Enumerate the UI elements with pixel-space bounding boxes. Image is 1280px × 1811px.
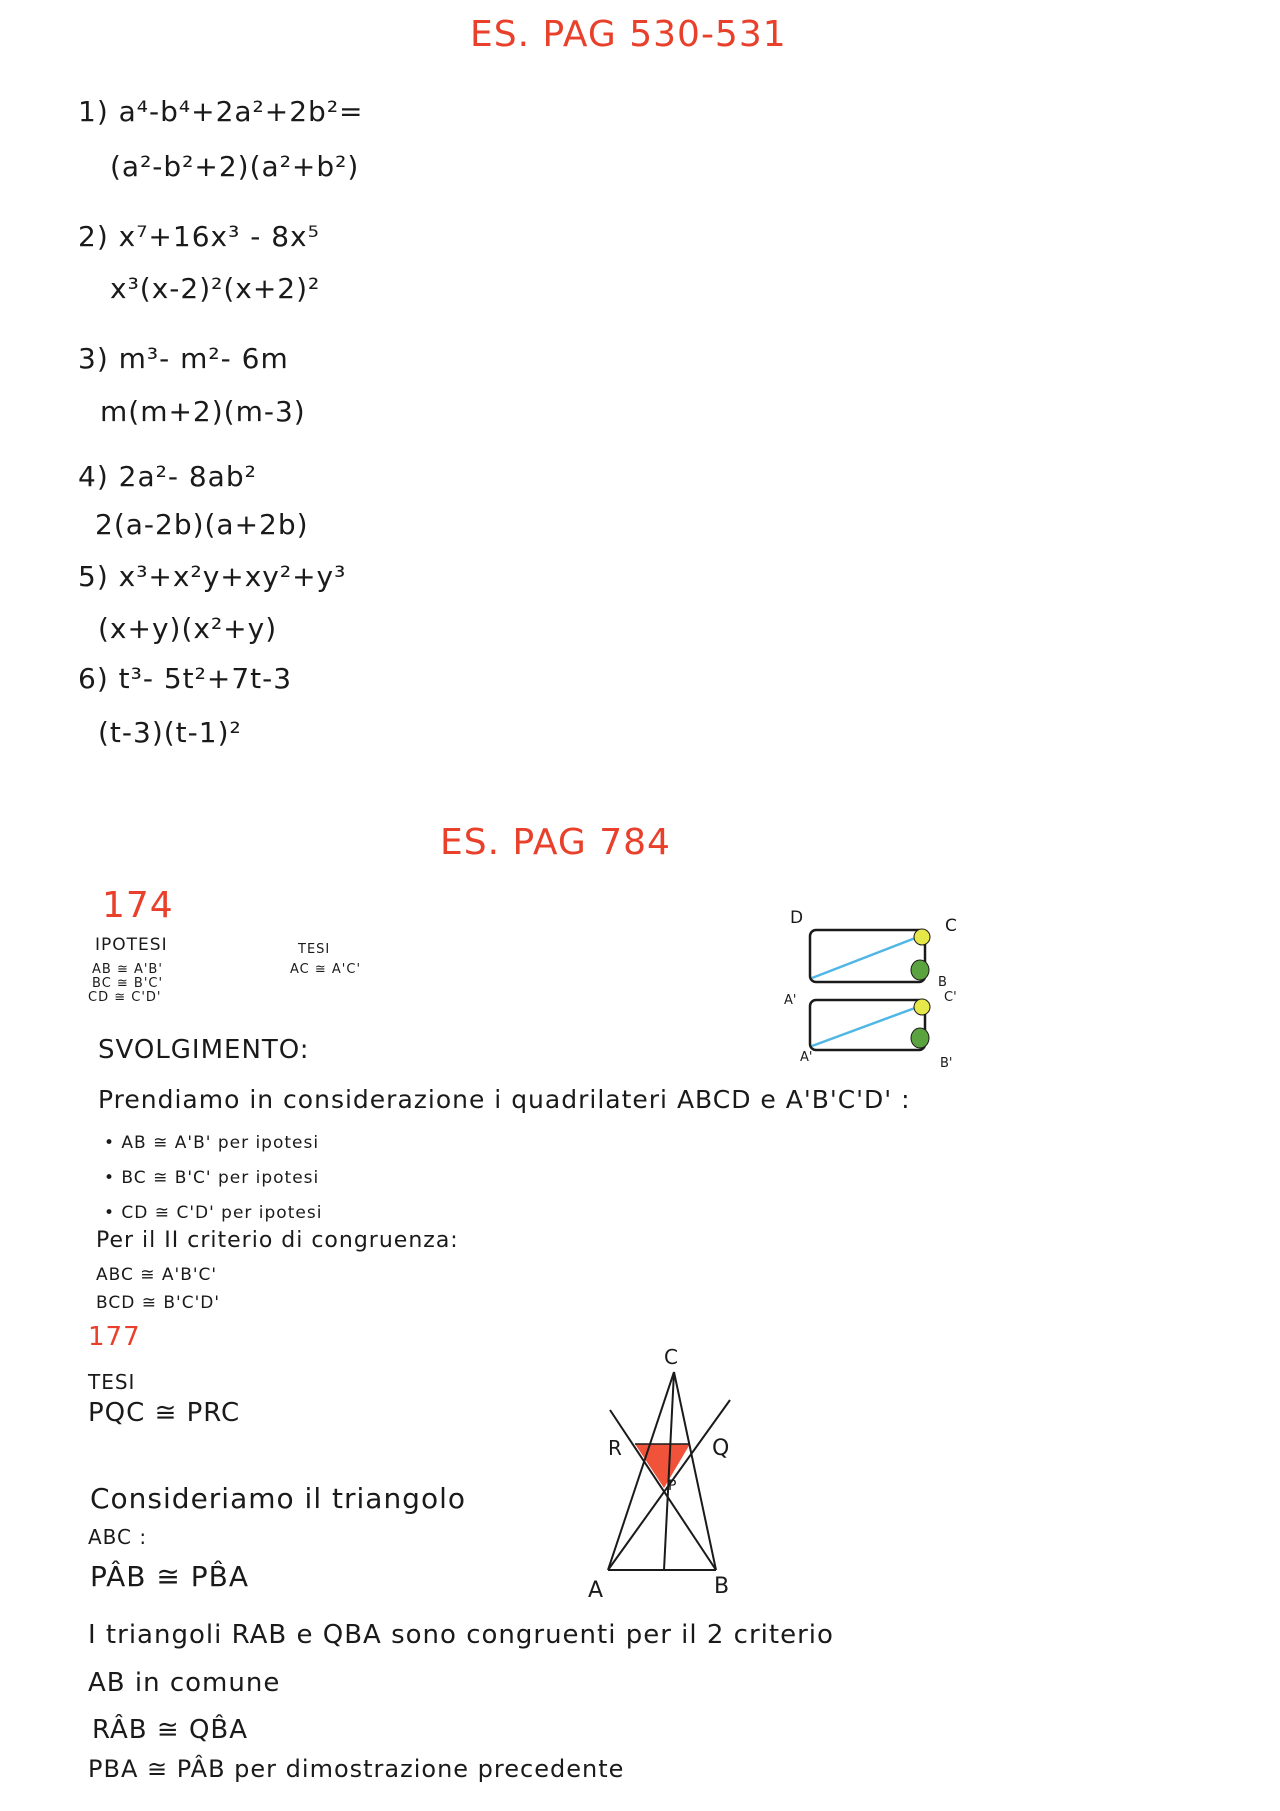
thesis-line-177: PQC ≅ PRC <box>88 1398 241 1428</box>
problem-5: 5) x³+x²y+xy²+y³ <box>78 560 347 593</box>
diagonal-a1c1 <box>812 1005 923 1046</box>
exercise-177-number: 177 <box>88 1322 141 1352</box>
hypothesis-title: IPOTESI <box>95 935 168 955</box>
thesis-title-177: TESI <box>88 1370 136 1394</box>
angle-equality: PÂB ≅ PB̂A <box>90 1560 249 1593</box>
problem-3: 3) m³- m²- 6m <box>78 342 289 375</box>
angle-2: BCD ≅ B'C'D' <box>96 1293 221 1313</box>
bullet-1: • AB ≅ A'B' per ipotesi <box>104 1133 320 1153</box>
development-title: SVOLGIMENTO: <box>98 1035 310 1065</box>
solution-1: (a²-b²+2)(a²+b²) <box>110 150 360 183</box>
problem-6: 6) t³- 5t²+7t-3 <box>78 662 293 695</box>
label-a1: A' <box>784 993 797 1008</box>
thesis-line-174: AC ≅ A'C' <box>290 962 362 977</box>
label-b1: B' <box>940 1056 953 1071</box>
proof-line-3: RÂB ≅ QB̂A <box>92 1715 249 1745</box>
criterion-line: Per il II criterio di congruenza: <box>96 1228 459 1253</box>
thesis-title-174: TESI <box>298 942 331 957</box>
label-a2: A' <box>800 1050 813 1065</box>
triangle-name: ABC : <box>88 1525 148 1549</box>
solution-4: 2(a-2b)(a+2b) <box>95 508 309 541</box>
yellow-angle-mark <box>914 929 930 945</box>
problem-4: 4) 2a²- 8ab² <box>78 460 257 493</box>
proof-line-2: AB in comune <box>88 1668 281 1698</box>
header-title-2: ES. PAG 784 <box>440 822 671 863</box>
yellow-angle-mark-2 <box>914 999 930 1015</box>
problem-1: 1) a⁴-b⁴+2a²+2b²= <box>78 95 364 128</box>
quadrilaterals-diagram <box>770 900 1000 1070</box>
solution-6: (t-3)(t-1)² <box>98 716 242 749</box>
bullet-3: • CD ≅ C'D' per ipotesi <box>104 1203 323 1223</box>
hypothesis-line-1: AB ≅ A'B' <box>92 962 163 977</box>
solution-2: x³(x-2)²(x+2)² <box>110 272 321 305</box>
problem-2: 2) x⁷+16x³ - 8x⁵ <box>78 220 320 253</box>
bullet-2: • BC ≅ B'C' per ipotesi <box>104 1168 320 1188</box>
label-b: B <box>938 975 947 990</box>
label-q: Q <box>712 1436 730 1461</box>
label-c-triangle: C <box>664 1345 678 1369</box>
consider-line: Consideriamo il triangolo <box>90 1482 466 1515</box>
proof-line-1: I triangoli RAB e QBA sono congruenti per il 2 criterio <box>88 1620 834 1650</box>
solution-3: m(m+2)(m-3) <box>100 395 306 428</box>
side-bc <box>674 1372 716 1570</box>
label-c1: C' <box>944 990 957 1005</box>
label-c: C <box>945 916 957 936</box>
exercise-174-number: 174 <box>102 885 174 926</box>
label-a: A <box>588 1578 604 1603</box>
hypothesis-line-2: BC ≅ B'C' <box>92 976 164 991</box>
label-b-triangle: B <box>714 1574 730 1599</box>
label-d: D <box>790 908 804 928</box>
label-r: R <box>608 1436 622 1460</box>
header-title-1: ES. PAG 530-531 <box>470 14 787 55</box>
solution-5: (x+y)(x²+y) <box>98 612 278 645</box>
intro-line: Prendiamo in considerazione i quadrilateri ABCD e A'B'C'D' : <box>98 1085 911 1114</box>
green-angle-mark-2 <box>911 1028 929 1048</box>
diagonal-ac <box>812 935 923 978</box>
angle-1: ABC ≅ A'B'C' <box>96 1265 218 1285</box>
proof-line-4: PBA ≅ PÂB per dimostrazione precedente <box>88 1755 625 1783</box>
green-angle-mark <box>911 960 929 980</box>
label-p: P <box>668 1478 677 1494</box>
hypothesis-line-3: CD ≅ C'D' <box>88 990 162 1005</box>
